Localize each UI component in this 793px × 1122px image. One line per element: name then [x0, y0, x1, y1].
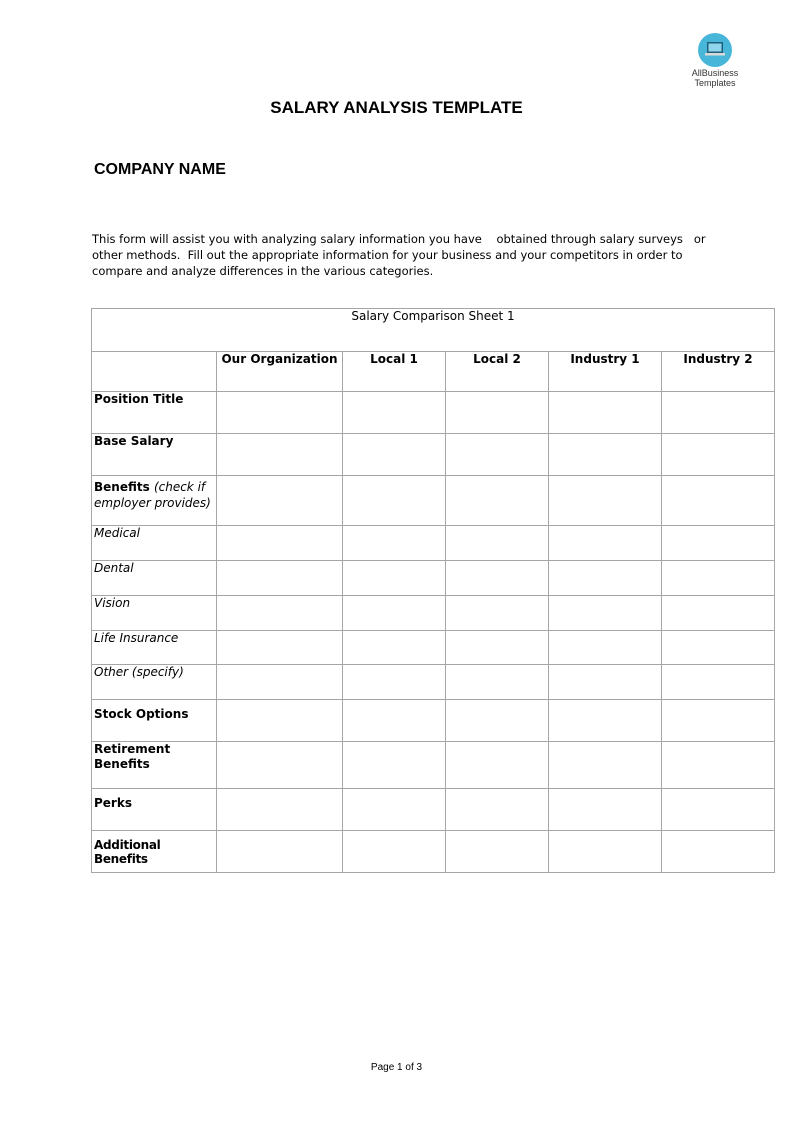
table-cell[interactable] — [662, 789, 775, 831]
row-label: Other (specify) — [92, 665, 217, 700]
table-cell[interactable] — [217, 665, 343, 700]
column-header: Local 2 — [446, 352, 549, 392]
table-cell[interactable] — [549, 742, 662, 789]
logo-circle — [698, 33, 732, 67]
column-header: Local 1 — [343, 352, 446, 392]
table-cell[interactable] — [662, 700, 775, 742]
table-cell[interactable] — [343, 434, 446, 476]
table-row — [92, 742, 775, 789]
table-cell[interactable] — [446, 665, 549, 700]
table-cell[interactable] — [446, 700, 549, 742]
table-cell[interactable] — [446, 742, 549, 789]
table-cell[interactable] — [217, 434, 343, 476]
table-caption: Salary Comparison Sheet 1 — [92, 309, 775, 352]
row-label: Position Title — [92, 392, 217, 434]
table-cell[interactable] — [662, 596, 775, 631]
table-cell[interactable] — [662, 831, 775, 873]
table-cell[interactable] — [549, 700, 662, 742]
table-row — [92, 700, 775, 742]
row-label: Dental — [92, 561, 217, 596]
row-label-benefits — [92, 476, 217, 526]
table-cell[interactable] — [217, 700, 343, 742]
row-label: Vision — [92, 596, 217, 631]
table-cell[interactable] — [343, 700, 446, 742]
intro-line-1: This form will assist you with analyzing salary information you have obtained through salary surveys or — [92, 232, 706, 246]
allbusiness-templates-logo — [689, 33, 741, 88]
table-cell[interactable] — [343, 526, 446, 561]
table-cell[interactable] — [549, 392, 662, 434]
row-label: Retirement — [94, 742, 171, 756]
table-cell[interactable] — [343, 392, 446, 434]
column-header: Our Organization — [217, 352, 343, 392]
row-label: Benefits — [94, 480, 150, 494]
intro-paragraph — [92, 231, 712, 279]
table-row — [92, 561, 775, 596]
table-cell[interactable] — [549, 631, 662, 665]
table-cell[interactable] — [549, 526, 662, 561]
row-label: Base Salary — [92, 434, 217, 476]
table-cell[interactable] — [549, 831, 662, 873]
table-cell[interactable] — [446, 392, 549, 434]
table-cell[interactable] — [217, 476, 343, 526]
table-cell[interactable] — [343, 631, 446, 665]
table-cell[interactable] — [217, 596, 343, 631]
caption-row — [92, 309, 775, 352]
table-cell[interactable] — [217, 526, 343, 561]
row-label: Stock Options — [92, 700, 217, 742]
table-cell[interactable] — [343, 476, 446, 526]
table-cell[interactable] — [217, 831, 343, 873]
table-cell[interactable] — [662, 631, 775, 665]
column-header: Industry 1 — [549, 352, 662, 392]
table-row — [92, 631, 775, 665]
column-header: Industry 2 — [662, 352, 775, 392]
row-label: Additional Benefits — [92, 831, 217, 873]
table-row — [92, 596, 775, 631]
page-footer: Page 1 of 3 — [370, 1062, 423, 1073]
table-cell[interactable] — [446, 561, 549, 596]
table-cell[interactable] — [549, 561, 662, 596]
header-row — [92, 352, 775, 392]
table-cell[interactable] — [217, 561, 343, 596]
intro-line-2: other methods. Fill out the appropriate information for your business and your competitors in order to — [92, 248, 683, 262]
table-cell[interactable] — [343, 742, 446, 789]
table-cell[interactable] — [343, 596, 446, 631]
table-cell[interactable] — [343, 789, 446, 831]
table-row — [92, 526, 775, 561]
row-label: Life Insurance — [92, 631, 217, 665]
table-row — [92, 789, 775, 831]
table-cell[interactable] — [343, 561, 446, 596]
row-label-retirement — [92, 742, 217, 789]
table-cell[interactable] — [446, 631, 549, 665]
document-title: SALARY ANALYSIS TEMPLATE — [270, 98, 523, 117]
table-cell[interactable] — [446, 596, 549, 631]
table-cell[interactable] — [446, 789, 549, 831]
logo-text-line1: AllBusiness — [691, 68, 739, 78]
table-row — [92, 392, 775, 434]
table-row — [92, 434, 775, 476]
table-cell[interactable] — [343, 665, 446, 700]
benefits-note: (check if employer provides) — [94, 480, 211, 510]
table-cell[interactable] — [446, 434, 549, 476]
table-row — [92, 476, 775, 526]
table-cell[interactable] — [662, 561, 775, 596]
row-label: Medical — [92, 526, 217, 561]
table-cell[interactable] — [662, 526, 775, 561]
table-cell[interactable] — [662, 392, 775, 434]
table-cell[interactable] — [662, 476, 775, 526]
table-cell[interactable] — [549, 789, 662, 831]
table-cell[interactable] — [446, 476, 549, 526]
row-label: Perks — [92, 789, 217, 831]
logo-text-line2: Templates — [694, 78, 736, 88]
header-corner — [92, 352, 217, 392]
table-cell[interactable] — [343, 831, 446, 873]
salary-comparison-table — [91, 308, 775, 873]
company-name: COMPANY NAME — [94, 161, 226, 178]
table-row — [92, 831, 775, 873]
table-cell[interactable] — [549, 476, 662, 526]
table-cell[interactable] — [217, 789, 343, 831]
table-cell[interactable] — [217, 742, 343, 789]
table-cell[interactable] — [549, 665, 662, 700]
table-cell[interactable] — [217, 631, 343, 665]
table-cell[interactable] — [549, 434, 662, 476]
table-cell[interactable] — [662, 665, 775, 700]
table-cell[interactable] — [446, 831, 549, 873]
row-label: Benefits — [94, 757, 150, 771]
table-cell[interactable] — [446, 526, 549, 561]
laptop-icon — [705, 41, 725, 57]
intro-line-3: compare and analyze differences in the various categories. — [92, 264, 434, 278]
table-cell[interactable] — [662, 742, 775, 789]
table-cell[interactable] — [549, 596, 662, 631]
table-row — [92, 665, 775, 700]
table-cell[interactable] — [662, 434, 775, 476]
table-cell[interactable] — [217, 392, 343, 434]
